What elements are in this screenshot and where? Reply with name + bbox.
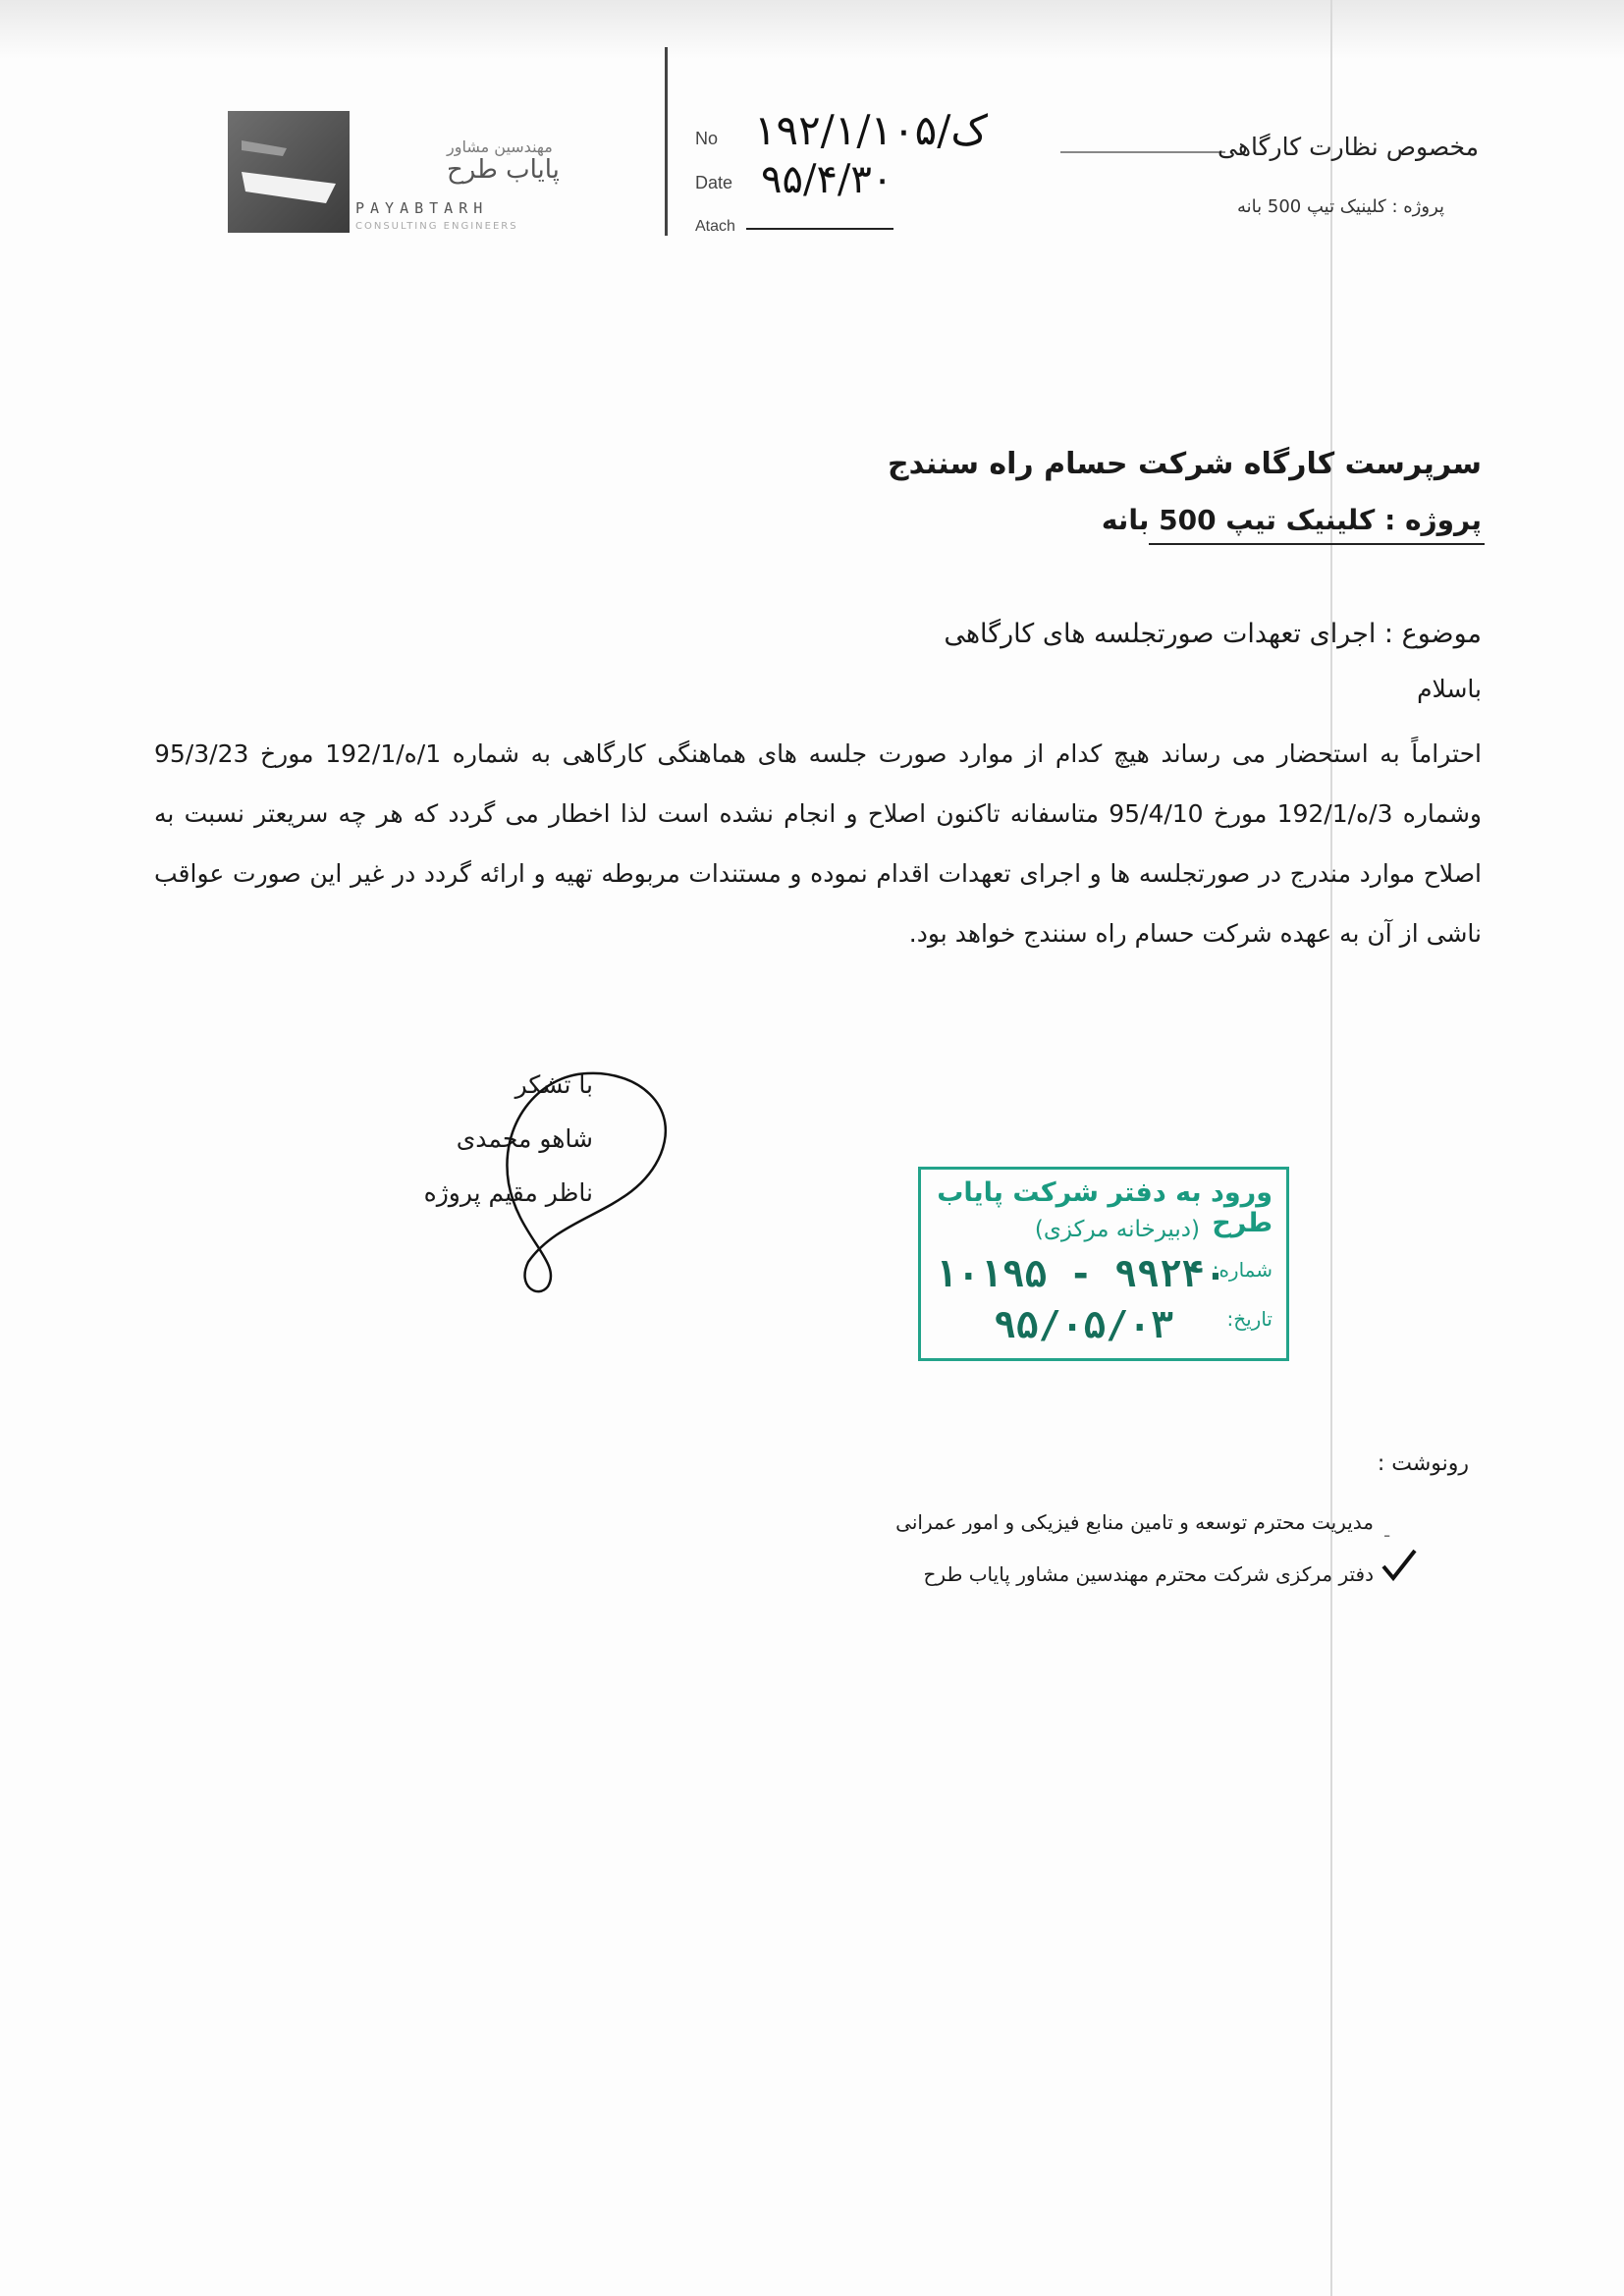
header-divider bbox=[665, 47, 668, 236]
cc-item: دفتر مرکزی شرکت محترم مهندسین مشاور پایاب طرح bbox=[923, 1562, 1374, 1586]
date-label: Date bbox=[695, 173, 733, 192]
body-paragraph: احتراماً به استحضار می رساند هیچ کدام از موارد صورت جلسه های هماهنگی کارگاهی به شماره 1/ه/192/1 مورخ 95/3/23 وشماره 3/ه/192/1 مورخ 95/4/10 متاسفانه تاکنون اصلاح و انجام نشده است لذا اخطار می گردد که هر چه سریعتر نسبت به اصلاح موارد مندرج در صورتجلسه ها و اجرای تعهدات اقدام نموده و مستندات مربوطه تهیه و ارائه گردد در غیر این صورت عواقب ناشی از آن به عهده شرکت حسام راه سنندج خواهد بود. bbox=[154, 739, 1482, 948]
stamp-line1: ورود به دفتر شرکت پایاب طرح bbox=[937, 1177, 1272, 1238]
no-label: No bbox=[695, 129, 719, 148]
signer-name: شاهو محمدی bbox=[456, 1124, 593, 1153]
closing: با تشکر bbox=[514, 1070, 593, 1099]
firm-tagline: CONSULTING ENGINEERS bbox=[355, 221, 518, 232]
header-title: مخصوص نظارت کارگاهی bbox=[1218, 133, 1480, 161]
scan-shade bbox=[0, 0, 1624, 59]
firm-name-en: PAYABTARH bbox=[355, 199, 489, 217]
cc-title: رونوشت : bbox=[1377, 1451, 1469, 1476]
header-project: پروژه : کلینیک تیپ 500 بانه bbox=[1237, 196, 1445, 217]
firm-name-fa: پایاب طرح bbox=[447, 155, 560, 185]
stamp-date-value: ۹۵/۰۵/۰۳ bbox=[994, 1303, 1174, 1346]
greeting: باسلام bbox=[1417, 675, 1482, 703]
letter-date: ۹۵/۴/۳۰ bbox=[761, 157, 893, 202]
recipient: سرپرست کارگاه شرکت حسام راه سنندج bbox=[888, 447, 1482, 481]
cc-item: مدیریت محترم توسعه و تامین منابع فیزیکی و امور عمرانی bbox=[895, 1510, 1374, 1534]
project-title: پروژه : کلینیک تیپ 500 بانه bbox=[1101, 504, 1482, 536]
cc-bullet: - bbox=[1383, 1523, 1391, 1547]
stamp-number-value: ۱۰۱۹۵ - ۹۹۲۴۰ bbox=[935, 1252, 1227, 1295]
page-fold-line bbox=[1330, 0, 1332, 2296]
letter-number: ۱۹۲/۱/ک/۱۰۵ bbox=[754, 106, 988, 154]
company-logo bbox=[228, 111, 350, 233]
project-underline bbox=[1149, 543, 1485, 545]
attach-label: Atach bbox=[695, 218, 735, 235]
registry-stamp bbox=[918, 1167, 1289, 1361]
stamp-line2: (دبیرخانه مرکزی) bbox=[1034, 1217, 1200, 1242]
subject: موضوع : اجرای تعهدات صورتجلسه های کارگاهی bbox=[944, 619, 1482, 649]
signer-role: ناظر مقیم پروژه bbox=[423, 1178, 593, 1207]
stamp-number-label: شماره: bbox=[1212, 1258, 1272, 1282]
firm-subtitle: مهندسین مشاور bbox=[447, 137, 553, 156]
attach-line bbox=[746, 228, 893, 230]
stamp-date-label: تاریخ: bbox=[1226, 1307, 1272, 1331]
checkmark-icon bbox=[1380, 1547, 1419, 1586]
handwritten-signature bbox=[469, 1066, 685, 1301]
title-dash bbox=[1060, 151, 1225, 153]
